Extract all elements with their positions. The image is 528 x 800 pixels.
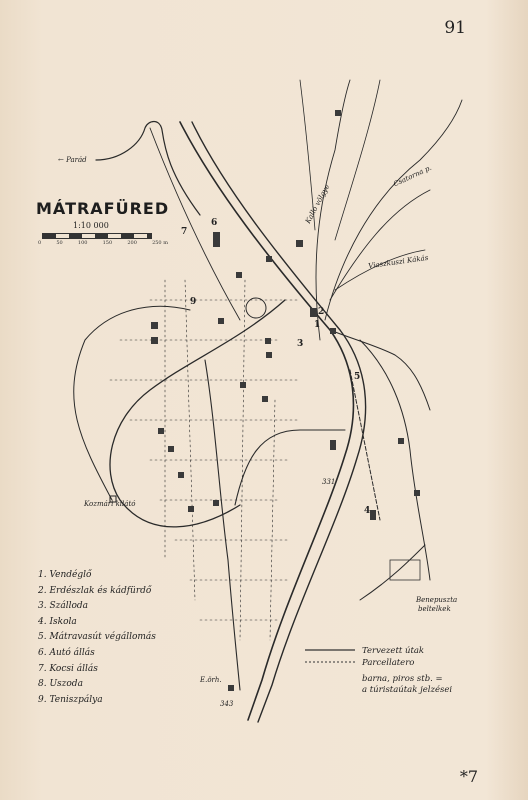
label-kallo: Kalló völgye [303, 183, 332, 225]
legend-parcel: Parcellatero [362, 658, 415, 668]
main-road-2 [192, 122, 366, 722]
scale-tick: 250 m [152, 240, 168, 246]
scale-tick: 150 [102, 240, 113, 246]
legend-item: 9. Teniszpálya [38, 694, 103, 705]
label-viaszkusz: Viaszkuszi Kákás [367, 253, 429, 271]
scale-tick: 0 [38, 240, 42, 246]
page-number: 91 [444, 18, 466, 38]
map-number: 1 [314, 320, 321, 330]
scale-tick: 200 [127, 240, 137, 246]
label-csatorna: Csatorna p. [392, 163, 433, 189]
legend [38, 568, 156, 708]
stream-n1 [316, 80, 350, 340]
legend-planned: Tervezett útak [362, 646, 425, 656]
legend-item: 6. Autó állás [38, 647, 95, 658]
map-number: 3 [297, 339, 304, 349]
scale-tick: 50 [56, 240, 63, 246]
map-title: MÁTRAFÜRED [36, 199, 170, 218]
stream [150, 128, 240, 320]
label-benepuszta: Benepuszta [416, 596, 458, 604]
label-kozmari: Kozmári kilátó [84, 500, 136, 508]
legend-item: 1. Vendéglő [38, 570, 92, 580]
loop-road [235, 430, 345, 505]
serpentine-road [110, 300, 285, 527]
map-number: 2 [318, 307, 325, 317]
legend-note-2: a túristaútak jelzései [362, 685, 453, 695]
legend-item: 2. Erdészlak és kádfürdő [38, 585, 152, 596]
map-number: 7 [181, 227, 188, 237]
legend-item: 5. Mátravasút végállomás [38, 632, 156, 643]
map-number: 9 [190, 297, 197, 307]
label-elev-331: 331 [322, 478, 336, 486]
legend-item: 4. Iskola [38, 616, 77, 627]
scale-ticks [38, 240, 168, 246]
scale-tick: 100 [77, 240, 88, 246]
benepuszta-road [360, 545, 425, 600]
label-elev-343: 343 [220, 700, 234, 708]
map-number: 5 [354, 372, 361, 382]
main-road [180, 122, 353, 720]
label-eorh: E.örh. [200, 676, 222, 684]
legend-item: 7. Kocsi állás [38, 663, 98, 674]
legend-item: 3. Szálloda [38, 601, 89, 612]
kozmari-road [74, 306, 190, 500]
legend-item: 8. Uszoda [38, 679, 83, 690]
west-road [205, 360, 240, 690]
label-benepuszta-2: beltelkek [418, 605, 451, 613]
east-road [360, 340, 430, 580]
east-branch [330, 330, 430, 410]
label-parad: ← Parád [58, 156, 87, 164]
legend-note-1: barna, piros stb. = [362, 674, 443, 684]
scale-bar [42, 233, 152, 239]
map-number: 4 [364, 506, 371, 516]
stream-n6 [335, 80, 380, 240]
footer-mark: *7 [459, 767, 478, 786]
scale-label: 1:10 000 [73, 221, 109, 230]
map-number: 6 [211, 218, 218, 228]
stream-n2 [325, 100, 462, 320]
